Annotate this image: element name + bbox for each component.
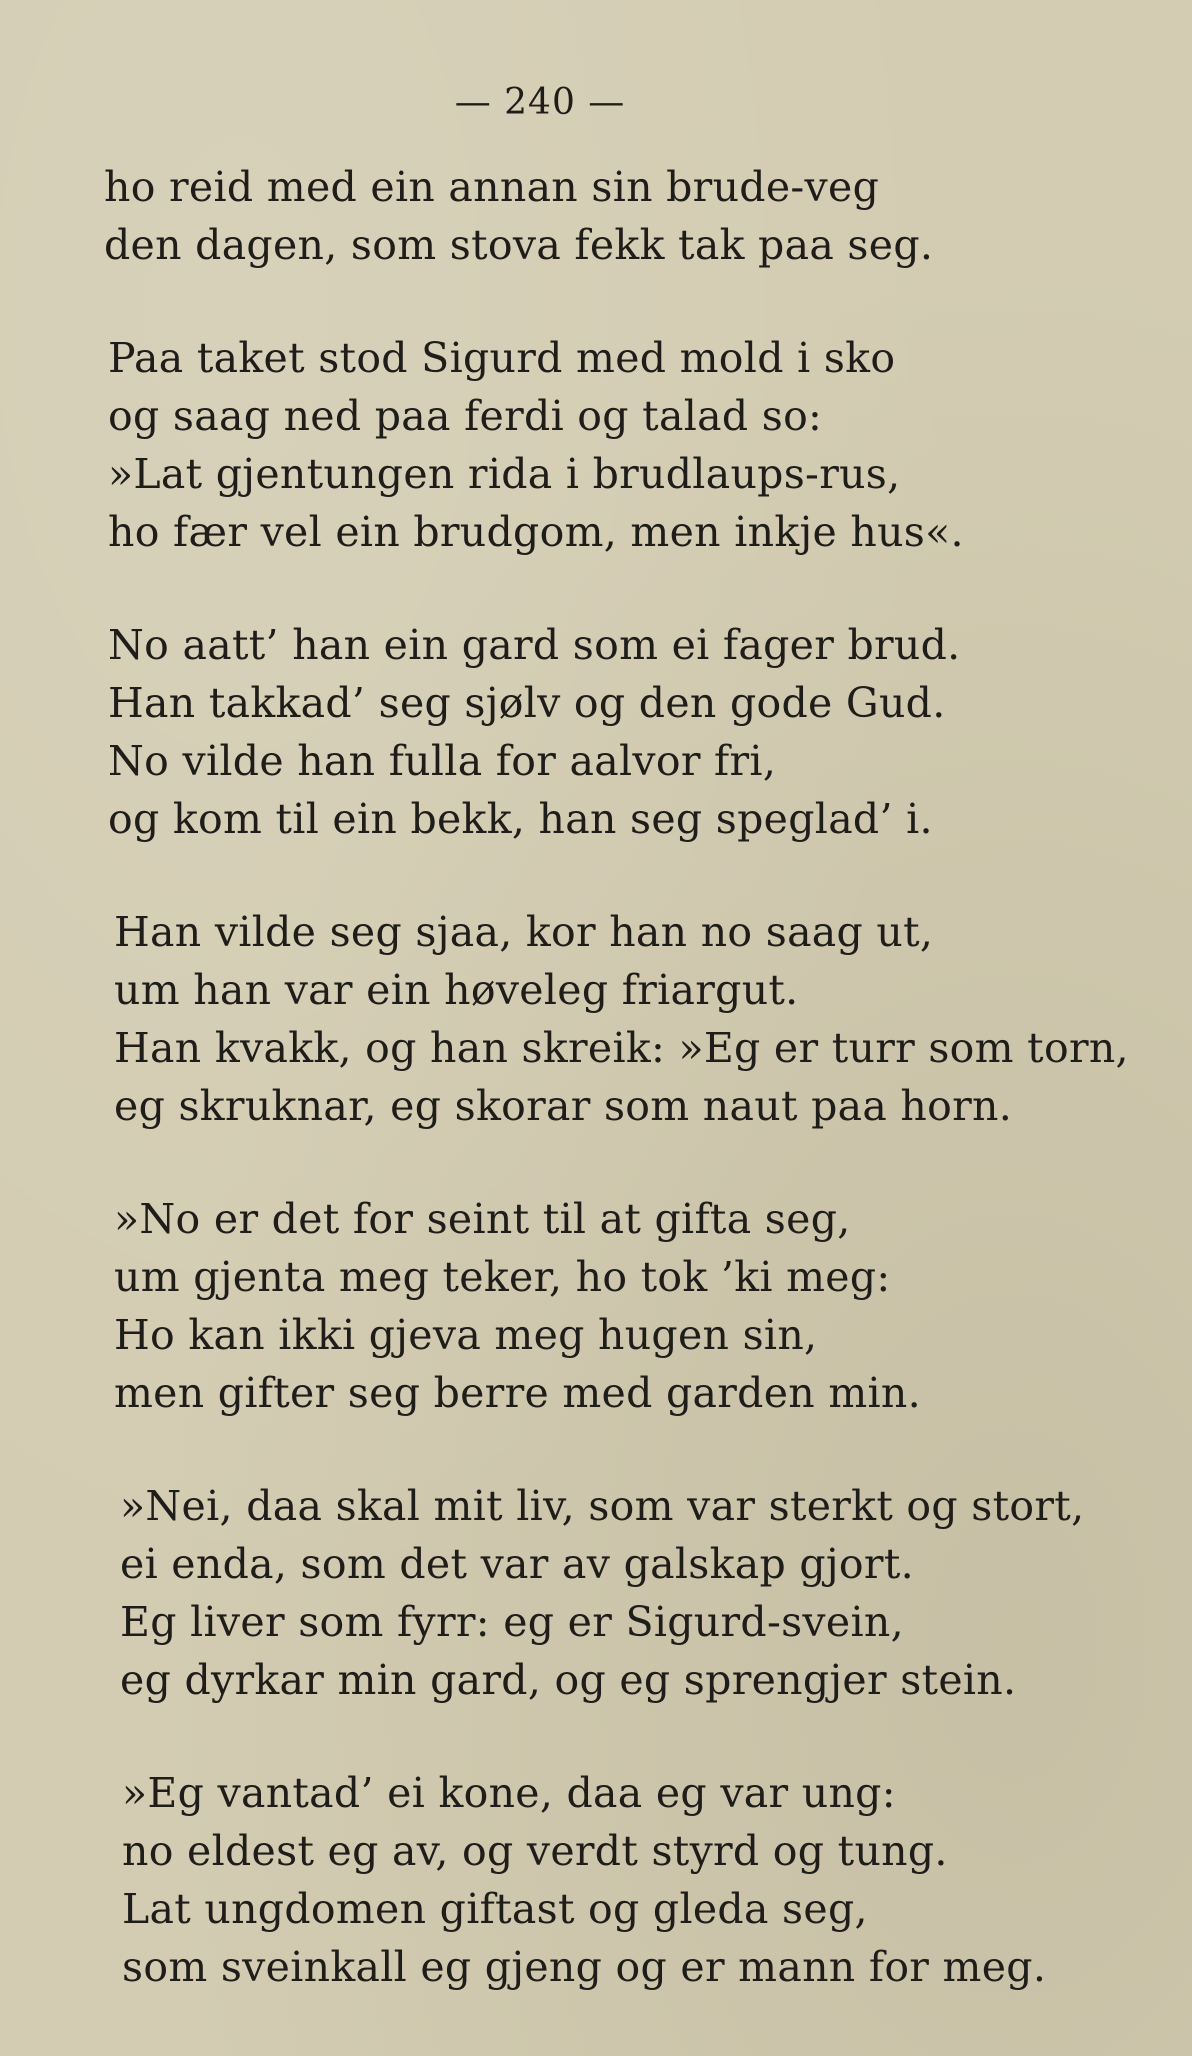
stanza [108,616,1168,848]
verse-line: um gjenta meg teker, ho tok ’ki meg: [114,1253,891,1301]
stanza [108,329,1168,561]
verse-line: »Lat gjentungen rida i brudlaups-rus, [108,450,901,498]
page-number: — 240 — [454,82,626,123]
verse-line: Paa taket stod Sigurd med mold i sko [108,334,896,382]
verse-line: den dagen, som stova fekk tak paa seg. [104,221,934,269]
stanza [108,1764,1168,1996]
stanza [108,1477,1168,1709]
verse-line: Eg liver som fyrr: eg er Sigurd-svein, [120,1598,904,1646]
verse-line: Ho kan ikki gjeva meg hugen sin, [114,1311,818,1359]
verse-line: ho reid med ein annan sin brude-veg [104,163,880,211]
verse-line: Lat ungdomen giftast og gleda seg, [122,1885,868,1933]
verse-line: som sveinkall eg gjeng og er mann for meg. [122,1943,1047,1991]
poem [104,158,1168,2051]
verse-line: »No er det for seint til at gifta seg, [114,1195,851,1243]
stanza [104,158,1168,274]
verse-line: Han kvakk, og han skreik: »Eg er turr som torn, [114,1024,1129,1072]
stanza [108,903,1168,1135]
verse-line: No vilde han fulla for aalvor fri, [108,737,777,785]
verse-line: um han var ein høveleg friargut. [114,966,799,1014]
verse-line: Han vilde seg sjaa, kor han no saag ut, [114,908,934,956]
verse-line: ei enda, som det var av galskap gjort. [120,1540,914,1588]
stanza [108,1190,1168,1422]
verse-line: og kom til ein bekk, han seg speglad’ i. [108,795,933,843]
verse-line: No aatt’ han ein gard som ei fager brud. [108,621,961,669]
verse-line: og saag ned paa ferdi og talad so: [108,392,823,440]
verse-line: eg dyrkar min gard, og eg sprengjer stein. [120,1656,1017,1704]
verse-line: »Nei, daa skal mit liv, som var sterkt og stort, [120,1482,1085,1530]
verse-line: Han takkad’ seg sjølv og den gode Gud. [108,679,946,727]
verse-line: ho fær vel ein brudgom, men inkje hus«. [108,508,964,556]
verse-line: »Eg vantad’ ei kone, daa eg var ung: [122,1769,896,1817]
verse-line: men gifter seg berre med garden min. [114,1369,921,1417]
verse-line: no eldest eg av, og verdt styrd og tung. [122,1827,948,1875]
verse-line: eg skruknar, eg skorar som naut paa horn. [114,1082,1013,1130]
